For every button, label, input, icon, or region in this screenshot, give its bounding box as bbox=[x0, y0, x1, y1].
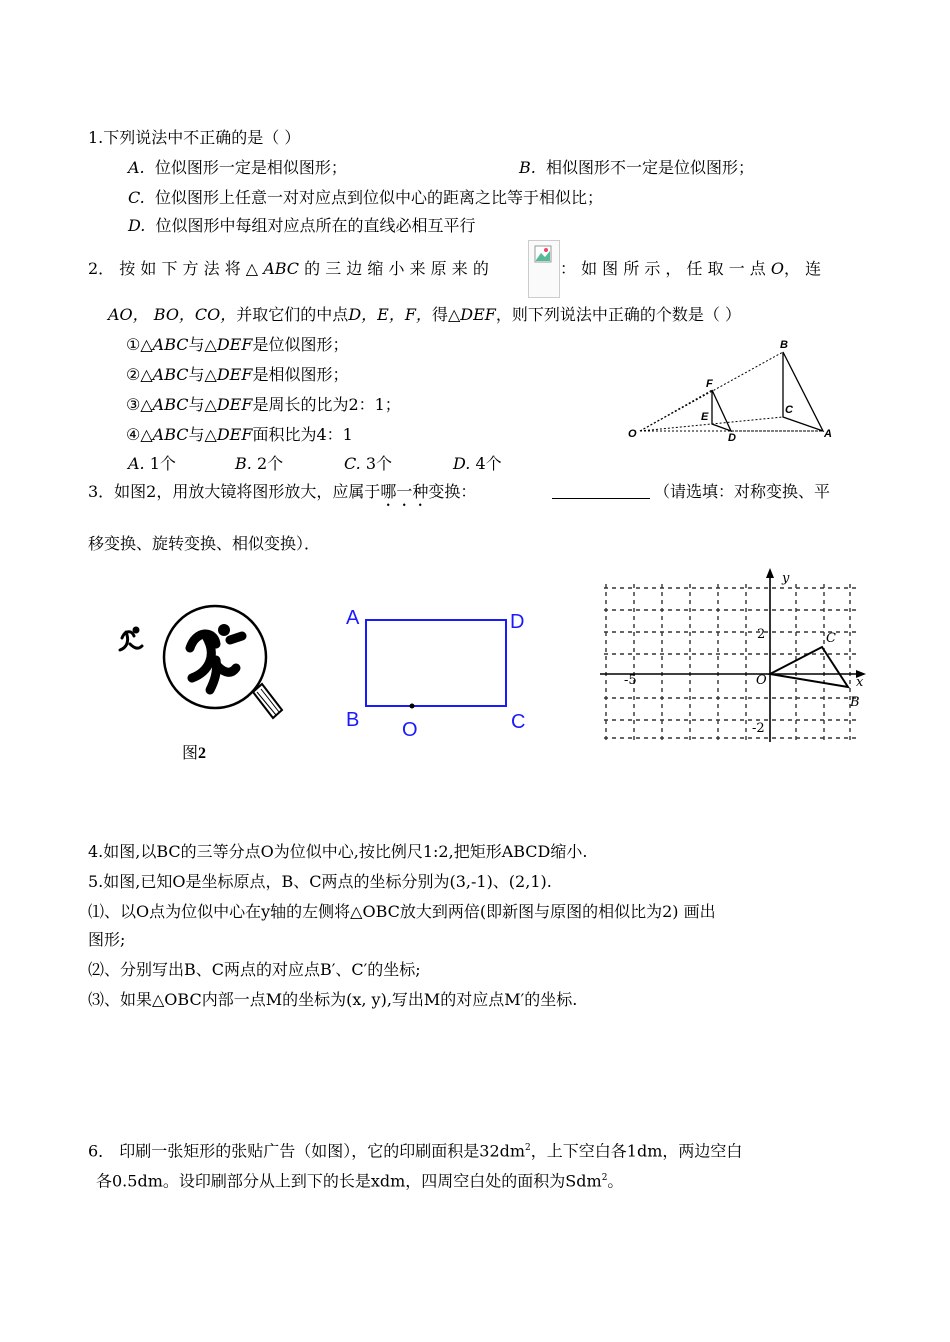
fig-label-f: F bbox=[706, 378, 713, 390]
q2-abc: ABC bbox=[263, 259, 300, 278]
q2-s4-mid: 与△ bbox=[188, 425, 217, 444]
q2-s2-t2: DEF bbox=[216, 365, 253, 384]
q3-emphasis: 哪一种 bbox=[380, 482, 429, 501]
q2-line2-d: 得△ bbox=[431, 305, 461, 324]
q1-option-d-text: 位似图形中每组对应点所在的直线必相互平行 bbox=[155, 216, 476, 235]
q2-line2-b: 并取它们的中点 bbox=[236, 305, 349, 324]
figure-caption-text: 图 bbox=[182, 743, 199, 762]
q2-choice-c-letter: C. bbox=[344, 454, 361, 473]
rect-label-c: C bbox=[511, 711, 526, 733]
q1-option-d-letter: D. bbox=[128, 216, 146, 235]
fig-label-d: D bbox=[728, 432, 736, 444]
q2-line1-c: ： 如 图 所 示 ， 任 取 一 点 bbox=[560, 259, 771, 278]
q2-s3-t1: ABC bbox=[152, 395, 189, 414]
q1-option-c bbox=[128, 188, 603, 208]
q6-sup-2: 2 bbox=[601, 1173, 608, 1183]
q2-statement-3 bbox=[126, 395, 401, 415]
q1-option-b-letter: B. bbox=[519, 158, 536, 177]
rectangle-abcd-figure bbox=[340, 600, 540, 745]
q2-choice-b-letter: B. bbox=[235, 454, 252, 473]
q1-option-a bbox=[128, 158, 347, 178]
q2-o: O bbox=[770, 259, 784, 278]
q3-answer-blank[interactable] bbox=[552, 484, 650, 499]
triangle-obc bbox=[770, 647, 848, 687]
q2-choice-d-letter: D. bbox=[453, 454, 471, 473]
q2-line2-c: D，E，F， bbox=[348, 305, 432, 324]
q3-line1-b: 变换： bbox=[428, 482, 477, 501]
q2-s2-tail: 是相似图形； bbox=[252, 365, 349, 384]
q6-sup-1: 2 bbox=[525, 1143, 531, 1153]
q2-choice-a bbox=[128, 454, 176, 474]
rect-label-d: D bbox=[510, 611, 525, 633]
q1-option-b bbox=[519, 158, 754, 178]
q3-line2: 移变换、旋转变换、相似变换）． bbox=[88, 534, 321, 553]
q6-line1-a: 6． 印刷一张矩形的张贴广告（如图），它的印刷面积是32dm bbox=[88, 1141, 526, 1161]
rect-label-b: B bbox=[346, 709, 360, 731]
q6-line2-a: 各0.5dm。设印刷部分从上到下的长是xdm，四周空白处的面积为Sdm bbox=[96, 1171, 602, 1191]
fig-label-b: B bbox=[780, 339, 788, 351]
q2-line2-a: AO， BO，CO， bbox=[108, 305, 237, 324]
q1-stem: 1.下列说法中不正确的是（ ） bbox=[88, 128, 301, 147]
q2-choice-a-letter: A. bbox=[128, 454, 145, 473]
q2-choice-d-text: 4个 bbox=[475, 454, 502, 473]
q5-part1-b: 图形; bbox=[88, 930, 126, 949]
grid-label-b: B bbox=[850, 695, 860, 710]
grid-label-minus2: -2 bbox=[752, 721, 765, 736]
grid-label-c: C bbox=[826, 631, 836, 646]
q2-choice-b-text: 2个 bbox=[256, 454, 284, 473]
q2-choice-d bbox=[453, 454, 502, 474]
q6-line1 bbox=[88, 1138, 742, 1161]
q2-s3-t2: DEF bbox=[216, 395, 253, 414]
q1-option-d bbox=[128, 216, 476, 236]
homothety-triangles-figure bbox=[620, 335, 850, 445]
q2-s1-mark: ①△ bbox=[126, 335, 153, 354]
q2-s4-mark: ④△ bbox=[126, 425, 153, 444]
q2-choice-b bbox=[235, 454, 283, 474]
q2-s4-tail: 面积比为4：1 bbox=[252, 425, 353, 444]
q2-s3-mark: ③△ bbox=[126, 395, 153, 414]
q2-s3-tail: 是周长的比为2：1； bbox=[252, 395, 401, 414]
q5-intro: 5.如图,已知O是坐标原点，B、C两点的坐标分别为(3,-1)、(2,1). bbox=[88, 872, 552, 891]
q2-s4-t1: ABC bbox=[152, 425, 189, 444]
fig-label-a: A bbox=[824, 428, 832, 440]
point-o-dot bbox=[410, 704, 415, 709]
q1-option-a-text: 位似图形一定是相似图形； bbox=[154, 158, 347, 177]
broken-image-icon bbox=[528, 240, 560, 298]
q3-line1-c: （请选填：对称变换、平 bbox=[654, 482, 831, 501]
rect-label-o: O bbox=[402, 719, 418, 741]
grid-label-minus5: -5 bbox=[624, 673, 637, 688]
q6-line2 bbox=[96, 1168, 623, 1191]
grid-label-2: 2 bbox=[757, 627, 766, 642]
q3-line1-a: 3．如图2，用放大镜将图形放大，应属于 bbox=[88, 482, 381, 501]
q2-statement-1 bbox=[126, 335, 348, 355]
fig-label-c: C bbox=[785, 404, 793, 416]
q6-line2-b: 。 bbox=[607, 1171, 624, 1191]
q2-statement-4 bbox=[126, 425, 353, 445]
rect-label-a: A bbox=[346, 607, 360, 629]
grid-label-o: O bbox=[756, 673, 767, 688]
q1-option-b-text: 相似图形不一定是位似图形； bbox=[546, 158, 755, 177]
rectangle-abcd bbox=[366, 620, 506, 706]
q2-s3-mid: 与△ bbox=[188, 395, 217, 414]
q2-line2-e: DEF bbox=[460, 305, 496, 324]
magnifier-figure bbox=[110, 600, 290, 730]
q2-line2-f: ，则下列说法中正确的个数是（ ） bbox=[495, 305, 741, 324]
q2-s1-t1: ABC bbox=[152, 335, 189, 354]
small-figure-icon bbox=[120, 628, 142, 650]
q4-text: 4.如图,以BC的三等分点O为位似中心,按比例尺1:2,把矩形ABCD缩小. bbox=[88, 842, 588, 861]
q2-choice-a-text: 1个 bbox=[149, 454, 176, 473]
q2-line1-a: 2． 按 如 下 方 法 将 △ bbox=[88, 259, 264, 278]
coordinate-grid-figure bbox=[594, 566, 874, 744]
q6-line1-b: ，上下空白各1dm，两边空白 bbox=[530, 1141, 743, 1161]
q2-line1 bbox=[88, 259, 489, 279]
q2-s1-tail: 是位似图形； bbox=[252, 335, 349, 354]
q2-s2-t1: ABC bbox=[152, 365, 189, 384]
q1-option-a-letter: A. bbox=[128, 158, 145, 177]
q2-choice-c bbox=[344, 454, 392, 474]
q5-part1-a: ⑴、以O点为位似中心在y轴的左侧将△OBC放大到两倍(即新图与原图的相似比为2) 画出 bbox=[88, 902, 716, 921]
q2-line2 bbox=[108, 305, 741, 325]
q2-s2-mark: ②△ bbox=[126, 365, 153, 384]
q2-s2-mid: 与△ bbox=[188, 365, 217, 384]
fig-label-e: E bbox=[701, 411, 709, 423]
y-axis-arrow-icon bbox=[766, 568, 774, 578]
fig-label-o: O bbox=[628, 428, 637, 440]
q2-s1-t2: DEF bbox=[216, 335, 253, 354]
grid-label-y: y bbox=[782, 571, 790, 586]
grid-label-x: x bbox=[856, 675, 864, 690]
q2-s4-t2: DEF bbox=[216, 425, 253, 444]
q3-line1 bbox=[88, 482, 476, 510]
q2-line1-d: ， 连 bbox=[784, 259, 822, 278]
q2-choice-c-text: 3个 bbox=[365, 454, 393, 473]
q1-option-c-text: 位似图形上任意一对对应点到位似中心的距离之比等于相似比； bbox=[154, 188, 603, 207]
q2-statement-2 bbox=[126, 365, 348, 385]
figure-2-caption bbox=[182, 740, 206, 763]
q2-line1-b: 的 三 边 缩 小 来 原 来 的 bbox=[299, 259, 489, 278]
q5-part2: ⑵、分别写出B、C两点的对应点B′、C′的坐标; bbox=[88, 960, 421, 979]
q2-line1-right bbox=[560, 259, 821, 279]
figure-caption-number: 2 bbox=[198, 745, 207, 762]
magnifier-handle-icon bbox=[253, 684, 282, 718]
q2-s1-mid: 与△ bbox=[188, 335, 217, 354]
q5-part3: ⑶、如果△OBC内部一点M的坐标为(x, y),写出M的对应点M′的坐标. bbox=[88, 990, 578, 1009]
q1-option-c-letter: C. bbox=[128, 188, 145, 207]
